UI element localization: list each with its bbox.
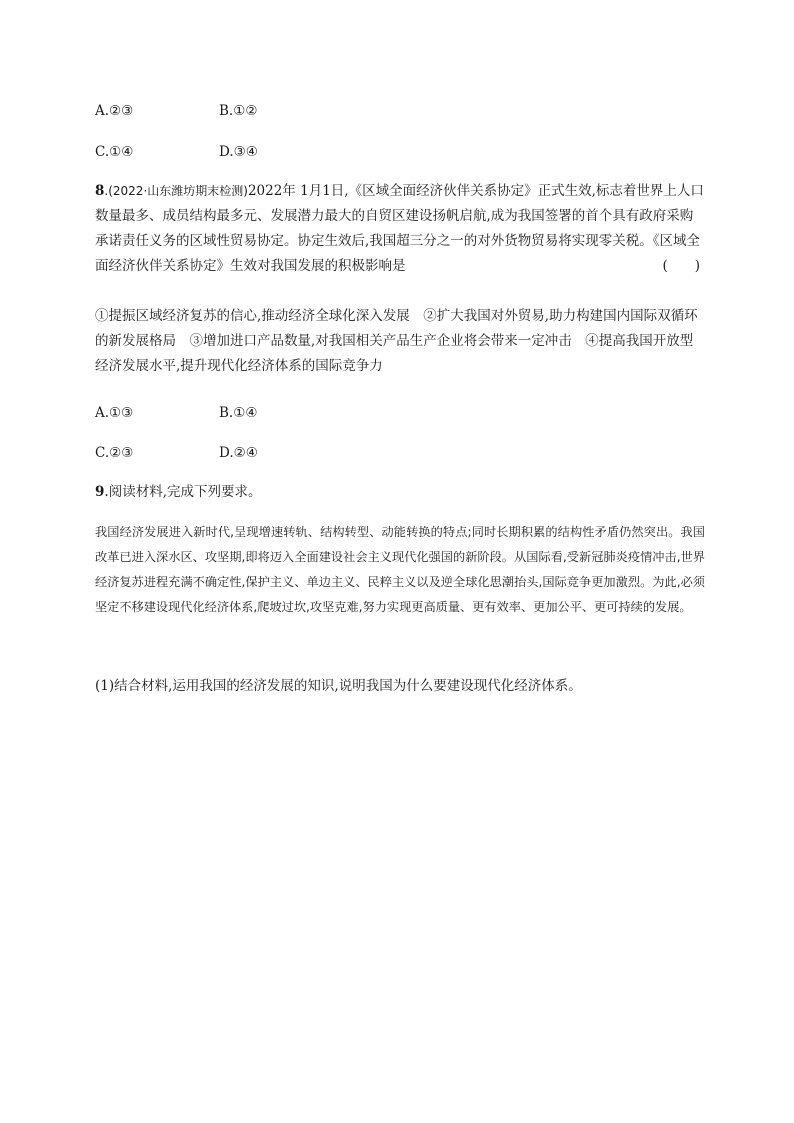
q8-options-row-2: [95, 443, 343, 463]
q9-material: 我国经济发展进入新时代,呈现增速转轨、结构转型、动能转换的特点;同时长期积累的结构性矛盾仍然突出。我国改革已进入深水区、攻坚期,即将迈入全面建设社会主义现代化强国的新阶段。从国际看,受新冠肺炎疫情冲击,世界经济复苏进程充满不确定性,保护主义、单边主义、民粹主义以及逆全球化思潮抬头,国际竞争更加激烈。为此,必须坚定不移建设现代化经济体系,爬坡过坎,攻坚克难,努力实现更高质量、更有效率、更加公平、更可持续的发展。: [95, 525, 705, 614]
q7-options-row-1: [95, 101, 343, 121]
q7-option-d: D.③④: [219, 144, 258, 160]
q8-number: 8: [95, 183, 105, 199]
q8-option-c: C.②③: [95, 445, 134, 461]
q8-source: .(2022·山东潍坊期末检测): [104, 184, 248, 198]
q9-subquestion-1: (1)结合材料,运用我国的经济发展的知识,说明我国为什么要建设现代化经济体系。: [95, 678, 582, 694]
q7-option-c: C.①④: [95, 144, 134, 160]
q7-option-b: B.①②: [219, 103, 258, 119]
q8-stem: [95, 179, 705, 279]
q7-option-a: A.②③: [95, 103, 134, 119]
q7-options-row-2: [95, 142, 343, 162]
q8-option-a: A.①③: [95, 405, 134, 421]
q9-stem-text: .阅读材料,完成下列要求。: [104, 484, 262, 500]
q8-option-b: B.①④: [219, 405, 258, 421]
q8-answer-paren: ( ): [662, 258, 700, 274]
q9-stem: [95, 480, 705, 505]
q9-number: 9: [95, 484, 105, 500]
q8-stem-text: 2022年 1月1日,《区域全面经济伙伴关系协定》正式生效,标志着世界上人口数量最多、成员结构最多元、发展潜力最大的自贸区建设扬帆启航,成为我国签署的首个具有政府采购承诺责任义务的区域性贸易协定。协定生效后,我国超三分之一的对外货物贸易将实现零关税。《区域全面经济伙伴关系协定》生效对我国发展的积极影响是: [95, 183, 704, 274]
q8-option-d: D.②④: [219, 445, 258, 461]
q8-statements: ①提振区域经济复苏的信心,推动经济全球化深入发展 ②扩大我国对外贸易,助力构建国内国际双循环的新发展格局 ③增加进口产品数量,对我国相关产品生产企业将会带来一定冲击 ④提高我国开放型经济发展水平,提升现代化经济体系的国际竞争力: [95, 308, 698, 374]
q8-options-row-1: [95, 403, 343, 423]
